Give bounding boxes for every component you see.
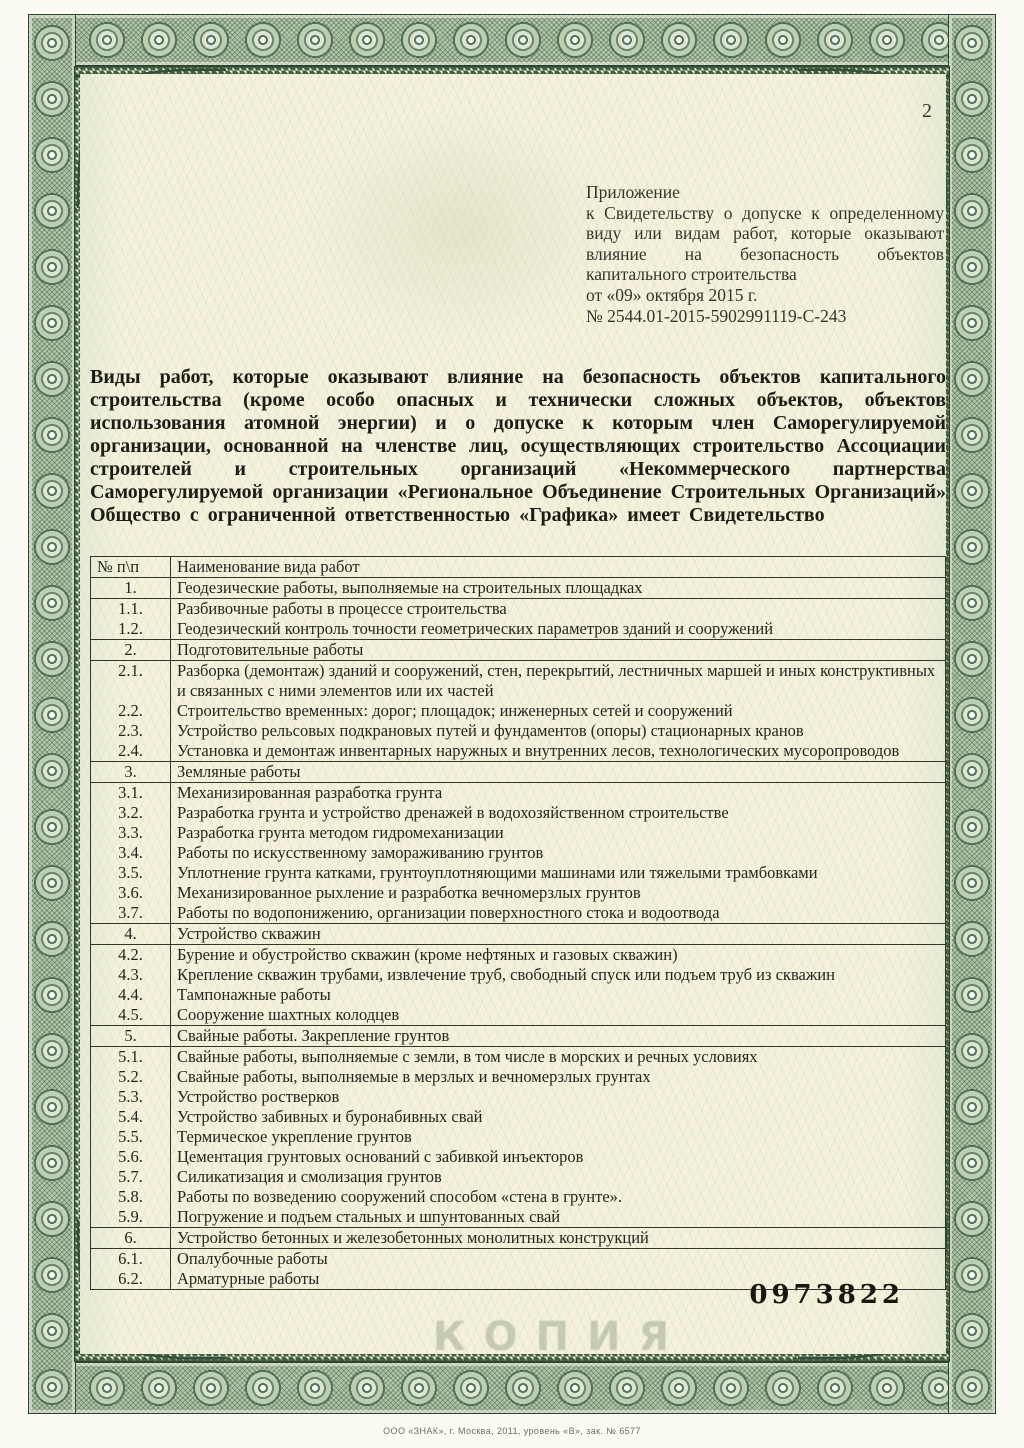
table-row (91, 578, 946, 599)
border-band-top (28, 14, 996, 66)
row-number: 3.3. (91, 823, 171, 843)
table-row (91, 985, 946, 1005)
row-number: 2. (91, 640, 171, 661)
row-description: Устройство бетонных и железобетонных монолитных конструкций (171, 1228, 946, 1249)
row-description: Опалубочные работы (177, 1249, 328, 1268)
row-number: 6. (91, 1228, 171, 1249)
row-number: 6.2. (91, 1269, 171, 1290)
row-number: 2.2. (91, 701, 171, 721)
row-description: Механизированная разработка грунта (177, 783, 443, 802)
row-number: 5.4. (91, 1107, 171, 1127)
row-number: 3.6. (91, 883, 171, 903)
table-row (91, 1067, 946, 1087)
row-description: Силикатизация и смолизация грунтов (177, 1167, 442, 1186)
row-description: Устройство забивных и буронабивных свай (177, 1107, 483, 1126)
row-description: Свайные работы. Закрепление грунтов (171, 1026, 946, 1047)
border-band-left (28, 14, 76, 1414)
table-row (91, 1167, 946, 1187)
row-description: Работы по возведению сооружений способом «стена в грунте». (177, 1187, 623, 1206)
document-body (80, 74, 946, 1360)
page-number: 2 (922, 100, 932, 122)
table-row (91, 619, 946, 640)
row-description: Земляные работы (171, 762, 946, 783)
row-description: Крепление скважин трубами, извлечение труб, свободный спуск или подъем труб из скважин (177, 965, 835, 984)
row-description: Геодезический контроль точности геометрических параметров зданий и сооружений (177, 619, 774, 638)
row-number: 4.4. (91, 985, 171, 1005)
row-number: 2.3. (91, 721, 171, 741)
table-row (91, 1087, 946, 1107)
row-number: 4. (91, 924, 171, 945)
table-row (91, 1207, 946, 1228)
table-row (91, 863, 946, 883)
appendix-title: Приложение (586, 182, 680, 202)
table-row (91, 945, 946, 966)
table-row (91, 924, 946, 945)
table-row (91, 1026, 946, 1047)
row-description: Механизированное рыхление и разработка вечномерзлых грунтов (177, 883, 641, 902)
works-table-body (91, 578, 946, 1290)
row-description: Разработка грунта и устройство дренажей в водохозяйственном строительстве (177, 803, 729, 822)
row-description: Уплотнение грунта катками, грунтоуплотняющими машинами или тяжелыми трамбовками (177, 863, 818, 882)
table-row (91, 1228, 946, 1249)
row-description: Цементация грунтовых оснований с забивкой инъекторов (177, 1147, 584, 1166)
row-description: Разборка (демонтаж) зданий и сооружений, стен, перекрытий, лестничных маршей и иных конструктивных и связанных с ними элементов или их частей (177, 661, 936, 700)
table-row (91, 1005, 946, 1026)
row-description: Тампонажные работы (177, 985, 331, 1004)
table-row (91, 965, 946, 985)
appendix-date: от «09» октября 2015 г. (586, 284, 758, 305)
row-number: 1.2. (91, 619, 171, 640)
row-number: 5. (91, 1026, 171, 1047)
row-number: 5.3. (91, 1087, 171, 1107)
row-number: 5.1. (91, 1047, 171, 1068)
row-number: 5.2. (91, 1067, 171, 1087)
row-number: 3.5. (91, 863, 171, 883)
column-header-number: № п\п (91, 557, 171, 578)
row-number: 5.9. (91, 1207, 171, 1228)
row-number: 2.4. (91, 741, 171, 762)
row-number: 4.5. (91, 1005, 171, 1026)
row-description: Свайные работы, выполняемые в мерзлых и вечномерзлых грунтах (177, 1067, 651, 1086)
works-table (90, 556, 946, 1290)
row-number: 3.7. (91, 903, 171, 924)
table-row (91, 823, 946, 843)
table-row (91, 903, 946, 924)
row-description: Строительство временных: дорог; площадок; инженерных сетей и сооружений (177, 701, 733, 720)
row-number: 3. (91, 762, 171, 783)
row-description: Погружение и подъем стальных и шпунтованных свай (177, 1207, 561, 1226)
table-row (91, 1107, 946, 1127)
table-row (91, 1127, 946, 1147)
row-description: Разбивочные работы в процессе строительства (177, 599, 507, 618)
table-row (91, 1187, 946, 1207)
printer-credit: ООО «ЗНАК», г. Москва, 2011, уровень «В», зак. № 6577 (383, 1426, 641, 1436)
row-number: 4.2. (91, 945, 171, 966)
row-description: Разработка грунта методом гидромеханизации (177, 823, 504, 842)
table-header-row (91, 557, 946, 578)
table-row (91, 721, 946, 741)
row-description: Установка и демонтаж инвентарных наружных и внутренних лесов, технологических мусоропроводов (177, 741, 900, 760)
row-number: 3.2. (91, 803, 171, 823)
copy-watermark: КОПИЯ (432, 1314, 688, 1360)
serial-number: 0973822 (749, 1280, 904, 1310)
intro-paragraph: Виды работ, которые оказывают влияние на безопасность объектов капитального строительства (кроме особо опасных и технически сложных объектов, объектов использования атомной энергии) и о допуске к которым член Саморегулируемой организации, основанной на членстве лиц, осуществляющих строительство Ассоциации строителей и строительных организаций «Некоммерческого партнерства Саморегулируемой организации «Региональное Объединение Строительных Организаций» Общество с ограниченной ответственностью «Графика» имеет Свидетельство (90, 366, 946, 526)
row-number: 5.5. (91, 1127, 171, 1147)
table-row (91, 1147, 946, 1167)
table-row (91, 783, 946, 804)
table-row (91, 883, 946, 903)
table-row (91, 843, 946, 863)
certificate-number: № 2544.01-2015-5902991119-С-243 (586, 305, 847, 326)
row-description: Бурение и обустройство скважин (кроме нефтяных и газовых скважин) (177, 945, 678, 964)
table-row (91, 599, 946, 620)
row-description: Геодезические работы, выполняемые на строительных площадках (171, 578, 946, 599)
row-number: 1.1. (91, 599, 171, 620)
row-description: Устройство скважин (171, 924, 946, 945)
table-row (91, 661, 946, 702)
row-description: Термическое укрепление грунтов (177, 1127, 412, 1146)
table-row (91, 1249, 946, 1270)
row-description: Арматурные работы (177, 1269, 320, 1288)
table-row (91, 762, 946, 783)
row-description: Подготовительные работы (171, 640, 946, 661)
appendix-block (586, 182, 944, 326)
appendix-body: к Свидетельству о допуске к определенному виду или видам работ, которые оказывают влияние на безопасность объектов капитального строительства (586, 202, 944, 285)
border-band-right (948, 14, 996, 1414)
row-description: Сооружение шахтных колодцев (177, 1005, 400, 1024)
row-number: 4.3. (91, 965, 171, 985)
row-description: Работы по водопонижению, организации поверхностного стока и водоотвода (177, 903, 720, 922)
row-number: 1. (91, 578, 171, 599)
row-number: 5.6. (91, 1147, 171, 1167)
row-number: 2.1. (91, 661, 171, 702)
table-row (91, 640, 946, 661)
table-row (91, 701, 946, 721)
row-description: Устройство рельсовых подкрановых путей и фундаментов (опоры) стационарных кранов (177, 721, 804, 740)
row-description: Устройство ростверков (177, 1087, 340, 1106)
border-band-bottom (28, 1362, 996, 1414)
table-row (91, 1047, 946, 1068)
row-description: Свайные работы, выполняемые с земли, в том числе в морских и речных условиях (177, 1047, 758, 1066)
row-description: Работы по искусственному замораживанию грунтов (177, 843, 544, 862)
row-number: 5.8. (91, 1187, 171, 1207)
row-number: 3.4. (91, 843, 171, 863)
column-header-name: Наименование вида работ (171, 557, 946, 578)
table-row (91, 803, 946, 823)
row-number: 3.1. (91, 783, 171, 804)
row-number: 6.1. (91, 1249, 171, 1270)
table-row (91, 741, 946, 762)
row-number: 5.7. (91, 1167, 171, 1187)
